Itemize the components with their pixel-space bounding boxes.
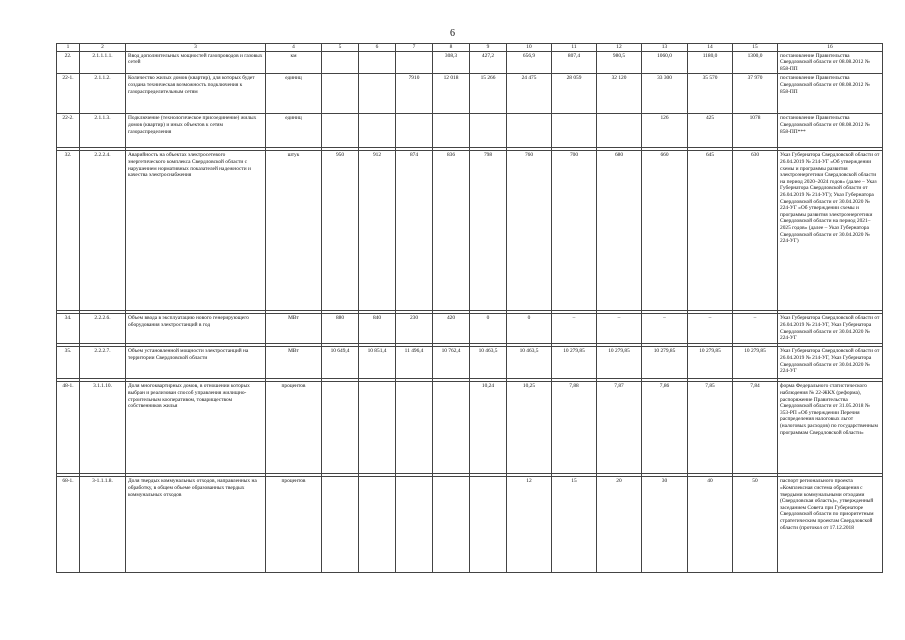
table-cell bbox=[359, 74, 396, 114]
header-cell: 1 bbox=[57, 44, 80, 52]
table-cell: 10,25 bbox=[507, 382, 552, 474]
table-cell: 10,24 bbox=[470, 382, 507, 474]
table-cell: 33 300 bbox=[642, 74, 688, 114]
table-cell: 2.2.2.6. bbox=[80, 314, 126, 344]
table-cell bbox=[359, 51, 396, 74]
table-cell: 22. bbox=[57, 51, 80, 74]
table-cell bbox=[433, 114, 470, 148]
table-cell: 10 463,5 bbox=[507, 347, 552, 379]
table-cell: 760 bbox=[507, 151, 552, 311]
header-cell: 10 bbox=[507, 44, 552, 52]
table-cell: 7,85 bbox=[688, 382, 733, 474]
table-cell bbox=[359, 114, 396, 148]
table-cell: 2.1.1.3. bbox=[80, 114, 126, 148]
header-cell: 16 bbox=[778, 44, 883, 52]
table-cell: 980,5 bbox=[597, 51, 642, 74]
table-cell: 15 bbox=[552, 477, 597, 573]
table-row bbox=[57, 347, 883, 379]
table-cell: 950 bbox=[322, 151, 359, 311]
table-cell: МВт bbox=[266, 314, 322, 344]
page-number: 6 bbox=[450, 28, 455, 39]
table-cell: 24 475 bbox=[507, 74, 552, 114]
table-cell: 126 bbox=[642, 114, 688, 148]
table-cell: 840 bbox=[359, 314, 396, 344]
table-cell: постановление Правительства Свердловской области от 08.08.2012 № 858-ПП bbox=[778, 51, 883, 74]
header-cell: 14 bbox=[688, 44, 733, 52]
table-cell: Подключение (технологическое присоединение) жилых домов (квартир) и иных объектов к сетям газораспределения bbox=[126, 114, 266, 148]
table-cell bbox=[552, 114, 597, 148]
header-cell: 7 bbox=[396, 44, 433, 52]
table-cell: Указ Губернатора Свердловской области от 26.04.2019 № 214-УГ, Указ Губернатора Свердловской области от 30.04.2020 № 224-УГ bbox=[778, 347, 883, 379]
table-cell: – bbox=[642, 314, 688, 344]
table-cell: 0 bbox=[507, 314, 552, 344]
table-cell: 2.2.2.7. bbox=[80, 347, 126, 379]
table-cell: штук bbox=[266, 151, 322, 311]
table-cell: 420 bbox=[433, 314, 470, 344]
table-cell: 10 463,5 bbox=[470, 347, 507, 379]
table-cell: 22-2. bbox=[57, 114, 80, 148]
table-row bbox=[57, 151, 883, 311]
table-cell: Доля твердых коммунальных отходов, направленных на обработку, в общем объеме образованных твердых коммунальных отходов bbox=[126, 477, 266, 573]
header-cell: 4 bbox=[266, 44, 322, 52]
table-cell: Ввод дополнительных мощностей газопроводов и газовых сетей bbox=[126, 51, 266, 74]
table-cell: 20 bbox=[597, 477, 642, 573]
table-cell: 28 059 bbox=[552, 74, 597, 114]
table-cell: 700 bbox=[552, 151, 597, 311]
table-cell bbox=[359, 477, 396, 573]
table-cell: 308,3 bbox=[433, 51, 470, 74]
table-header-row bbox=[57, 44, 883, 52]
indicators-table bbox=[56, 43, 883, 573]
table-cell bbox=[470, 114, 507, 148]
table-cell: 2.2.2.4. bbox=[80, 151, 126, 311]
table-cell: 630 bbox=[733, 151, 778, 311]
table-row bbox=[57, 477, 883, 573]
table-cell: 68-1. bbox=[57, 477, 80, 573]
table-cell: 798 bbox=[470, 151, 507, 311]
table-cell: 230 bbox=[396, 314, 433, 344]
header-cell: 3 bbox=[126, 44, 266, 52]
table-cell bbox=[470, 477, 507, 573]
table-cell: 10 762,4 bbox=[433, 347, 470, 379]
table-cell: 1180,0 bbox=[688, 51, 733, 74]
table-cell bbox=[322, 114, 359, 148]
table-cell: – bbox=[552, 314, 597, 344]
header-cell: 8 bbox=[433, 44, 470, 52]
table-cell: 12 018 bbox=[433, 74, 470, 114]
table-cell: Объем ввода в эксплуатацию нового генерирующего оборудования электростанций в год bbox=[126, 314, 266, 344]
table-cell bbox=[396, 114, 433, 148]
table-cell: 425 bbox=[688, 114, 733, 148]
table-cell bbox=[433, 382, 470, 474]
table-cell: МВт bbox=[266, 347, 322, 379]
table-cell bbox=[359, 382, 396, 474]
header-cell: 11 bbox=[552, 44, 597, 52]
table-cell: 10 279,85 bbox=[552, 347, 597, 379]
table-cell bbox=[396, 51, 433, 74]
table-cell: 645 bbox=[688, 151, 733, 311]
table-cell bbox=[322, 477, 359, 573]
table-cell: 880 bbox=[322, 314, 359, 344]
table-cell bbox=[396, 382, 433, 474]
table-cell: постановление Правительства Свердловской области от 08.08.2012 № 858-ПП bbox=[778, 74, 883, 114]
table-cell: 10 279,85 bbox=[688, 347, 733, 379]
table-cell: 48-1. bbox=[57, 382, 80, 474]
table-cell: 1060,0 bbox=[642, 51, 688, 74]
table-cell: Объем установленной мощности электростанций на территории Свердловской области bbox=[126, 347, 266, 379]
table-cell: 10 279,85 bbox=[733, 347, 778, 379]
table-cell: Указ Губернатора Свердловской области от 26.04.2019 № 214-УГ, Указ Губернатора Свердловской области от 30.04.2020 № 224-УГ bbox=[778, 314, 883, 344]
table-cell: Доля многоквартирных домов, в отношении которых выбран и реализован способ управления жилищно-строительным кооперативом, товариществом собственников жилья bbox=[126, 382, 266, 474]
table-cell: 912 bbox=[359, 151, 396, 311]
table-cell: 1078 bbox=[733, 114, 778, 148]
header-cell: 13 bbox=[642, 44, 688, 52]
table-cell: 7,84 bbox=[733, 382, 778, 474]
table-cell: Количество жилых домов (квартир), для которых будет создана техническая возможность подключения к газораспределительным сетям bbox=[126, 74, 266, 114]
table-cell: 40 bbox=[688, 477, 733, 573]
table-row bbox=[57, 51, 883, 74]
table-cell: 32 120 bbox=[597, 74, 642, 114]
table-cell bbox=[433, 477, 470, 573]
table-cell: 10 279,85 bbox=[642, 347, 688, 379]
table-cell: 680 bbox=[597, 151, 642, 311]
table-cell: 7,86 bbox=[642, 382, 688, 474]
table-cell: – bbox=[733, 314, 778, 344]
header-cell: 2 bbox=[80, 44, 126, 52]
table-cell: 50 bbox=[733, 477, 778, 573]
table-cell: 34. bbox=[57, 314, 80, 344]
table-cell bbox=[396, 477, 433, 573]
table-cell: 12 bbox=[507, 477, 552, 573]
table-cell: 1300,0 bbox=[733, 51, 778, 74]
table-cell: 11 496,4 bbox=[396, 347, 433, 379]
table-cell: км bbox=[266, 51, 322, 74]
header-cell: 9 bbox=[470, 44, 507, 52]
table-cell: – bbox=[688, 314, 733, 344]
table-cell: 3-1.1.1.8. bbox=[80, 477, 126, 573]
table-cell: единиц bbox=[266, 114, 322, 148]
table-cell: 0 bbox=[470, 314, 507, 344]
table-cell: 22-1. bbox=[57, 74, 80, 114]
table-row bbox=[57, 382, 883, 474]
table-cell: 7,88 bbox=[552, 382, 597, 474]
header-cell: 12 bbox=[597, 44, 642, 52]
table-cell: 15 266 bbox=[470, 74, 507, 114]
table-cell: 10 649,4 bbox=[322, 347, 359, 379]
table-cell: паспорт регионального проекта «Комплексная система обращения с твердыми коммунальными отходами (Свердловская область)», утвержденный заседанием Совета при Губернаторе Свердловской области по приоритетным стратегическим проектам Свердловской области (протокол от 17.12.2018 bbox=[778, 477, 883, 573]
table-cell: 10 279,85 bbox=[597, 347, 642, 379]
table-cell: 2.1.1.1.1. bbox=[80, 51, 126, 74]
table-cell: 656,9 bbox=[507, 51, 552, 74]
table-cell: 35 570 bbox=[688, 74, 733, 114]
table-cell: 807,4 bbox=[552, 51, 597, 74]
header-cell: 6 bbox=[359, 44, 396, 52]
table-cell: 427,2 bbox=[470, 51, 507, 74]
table-cell bbox=[322, 74, 359, 114]
table-row bbox=[57, 314, 883, 344]
table-cell: 7910 bbox=[396, 74, 433, 114]
table-cell: Указ Губернатора Свердловской области от 26.04.2019 № 214-УГ «Об утверждении схемы и программы развития электроэнергетики Свердловской области на период 2020–2024 годов» (далее – Указ Губернатора Свердловской области от 26.04.2019 № 214-УГ); Указ Губернатора Свердловской области от 30.04.2020 № 224-УГ «Об утверждении схемы и программы развития электроэнергетики Свердловской области на период 2021–2025 годов» (далее – Указ Губернатора Свердловской области от 30.04.2020 № 224-УГ) bbox=[778, 151, 883, 311]
table-cell: 3.1.1.10. bbox=[80, 382, 126, 474]
table-cell: единиц bbox=[266, 74, 322, 114]
table-row bbox=[57, 74, 883, 114]
table-cell: 7,87 bbox=[597, 382, 642, 474]
table-cell bbox=[322, 382, 359, 474]
table-cell: 660 bbox=[642, 151, 688, 311]
table-cell: 32. bbox=[57, 151, 80, 311]
table-cell bbox=[597, 114, 642, 148]
header-cell: 15 bbox=[733, 44, 778, 52]
table-cell: 2.1.1.2. bbox=[80, 74, 126, 114]
table-cell bbox=[507, 114, 552, 148]
table-cell: 836 bbox=[433, 151, 470, 311]
table-cell: 874 bbox=[396, 151, 433, 311]
table-cell: – bbox=[597, 314, 642, 344]
table-row bbox=[57, 114, 883, 148]
table-cell: 10 851,4 bbox=[359, 347, 396, 379]
table-cell: процентов bbox=[266, 477, 322, 573]
table-cell: форма Федерального статистического наблюдения № 22-ЖКХ (реформа), распоряжение Правительства Свердловской области от 31.05.2018 № 353-РП «Об утверждении Перечня распределения налоговых льгот (налоговых расходов) по государственным программам Свердловской области» bbox=[778, 382, 883, 474]
table-cell: 37 970 bbox=[733, 74, 778, 114]
table-cell: 30 bbox=[642, 477, 688, 573]
table-cell: 35. bbox=[57, 347, 80, 379]
table-cell: Аварийность на объектах электросетевого энергетического комплекса Свердловской области с нарушением нормативных показателей надежности и качества электроснабжения bbox=[126, 151, 266, 311]
table-cell: процентов bbox=[266, 382, 322, 474]
table-cell bbox=[322, 51, 359, 74]
header-cell: 5 bbox=[322, 44, 359, 52]
table-cell: постановление Правительства Свердловской области от 08.08.2012 № 858-ПП*** bbox=[778, 114, 883, 148]
